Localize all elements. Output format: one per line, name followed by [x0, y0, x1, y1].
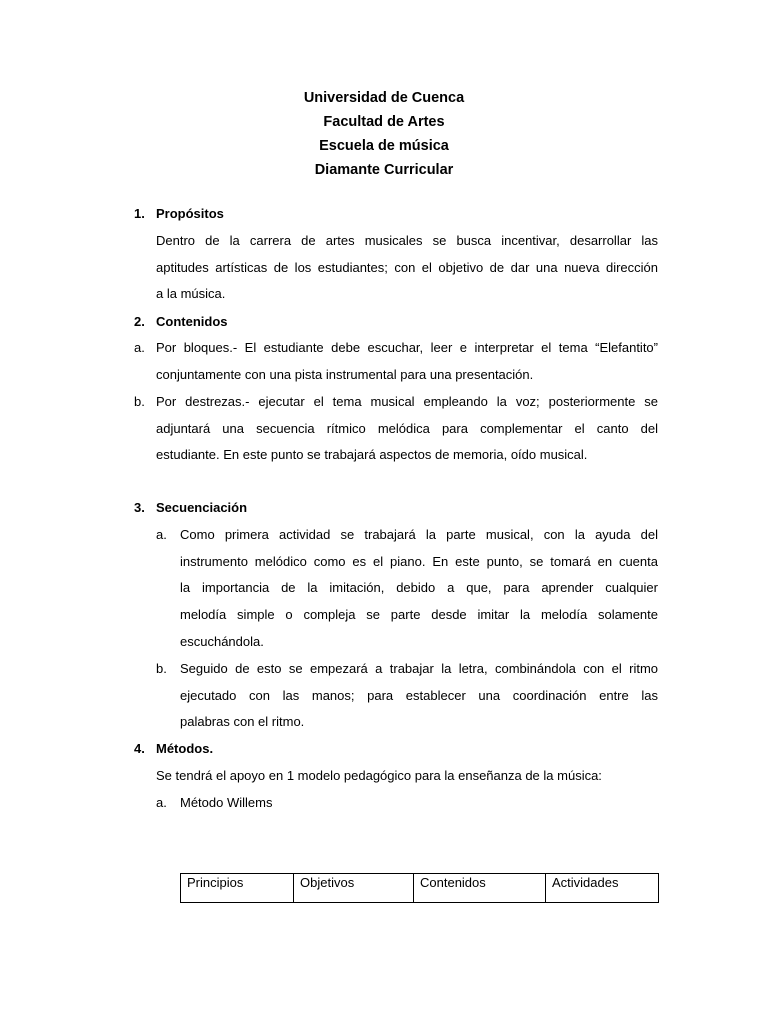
- section-title-secuenciacion: Secuenciación: [156, 500, 248, 515]
- list-item-line: la importancia de la imitación, debido a que, para aprender cualquier: [180, 580, 658, 595]
- list-item-line: Método Willems: [180, 795, 273, 810]
- table-header-cell: Objetivos: [294, 874, 414, 903]
- list-item-line: Por bloques.- El estudiante debe escuchar, leer e interpretar el tema “Elefantito”: [156, 340, 658, 355]
- list-marker: b.: [156, 661, 167, 676]
- list-item-line: ejecutado con las manos; para establecer una coordinación entre las: [180, 688, 658, 703]
- table-header-cell: Actividades: [546, 874, 659, 903]
- section-number: 2.: [134, 314, 145, 329]
- table-header-cell: Contenidos: [414, 874, 546, 903]
- document-header: [0, 86, 768, 182]
- section-number: 4.: [134, 741, 145, 756]
- section-title-propositos: Propósitos: [156, 206, 224, 221]
- list-item-line: estudiante. En este punto se trabajará aspectos de memoria, oído musical.: [156, 447, 588, 462]
- paragraph-line: Se tendrá el apoyo en 1 modelo pedagógico para la enseñanza de la música:: [156, 768, 602, 783]
- university-name: Universidad de Cuenca: [303, 90, 465, 106]
- list-marker: a.: [156, 527, 167, 542]
- list-item-line: palabras con el ritmo.: [180, 714, 305, 729]
- faculty-name: Facultad de Artes: [323, 114, 445, 130]
- list-item-line: Seguido de esto se empezará a trabajar la letra, combinándola con el ritmo: [180, 661, 658, 676]
- section-title-contenidos: Contenidos: [156, 314, 228, 329]
- section-number: 1.: [134, 206, 145, 221]
- table-header-row: [181, 874, 659, 903]
- list-item-line: escuchándola.: [180, 634, 264, 649]
- list-item-line: melodía simple o compleja se parte desde imitar la melodía solamente: [180, 607, 658, 622]
- list-item-line: Como primera actividad se trabajará la parte musical, con la ayuda del: [180, 527, 658, 542]
- table-header-cell: Principios: [181, 874, 294, 903]
- document-title: Diamante Curricular: [314, 162, 454, 178]
- section-number: 3.: [134, 500, 145, 515]
- list-marker: b.: [134, 394, 145, 409]
- list-item-line: conjuntamente con una pista instrumental para una presentación.: [156, 367, 534, 382]
- paragraph-line: Dentro de la carrera de artes musicales se busca incentivar, desarrollar las: [156, 233, 658, 248]
- school-name: Escuela de música: [319, 138, 449, 154]
- list-marker: a.: [156, 795, 167, 810]
- paragraph-line: aptitudes artísticas de los estudiantes; con el objetivo de dar una nueva dirección: [156, 260, 658, 275]
- paragraph-line: a la música.: [156, 286, 226, 301]
- methods-table: [180, 873, 659, 903]
- list-item-line: Por destrezas.- ejecutar el tema musical empleando la voz; posteriormente se: [156, 394, 658, 409]
- list-item-line: instrumento melódico como es el piano. En este punto, se tomará en cuenta: [180, 554, 658, 569]
- section-title-metodos: Métodos.: [156, 741, 214, 756]
- list-marker: a.: [134, 340, 145, 355]
- list-item-line: adjuntará una secuencia rítmico melódica para complementar el canto del: [156, 421, 658, 436]
